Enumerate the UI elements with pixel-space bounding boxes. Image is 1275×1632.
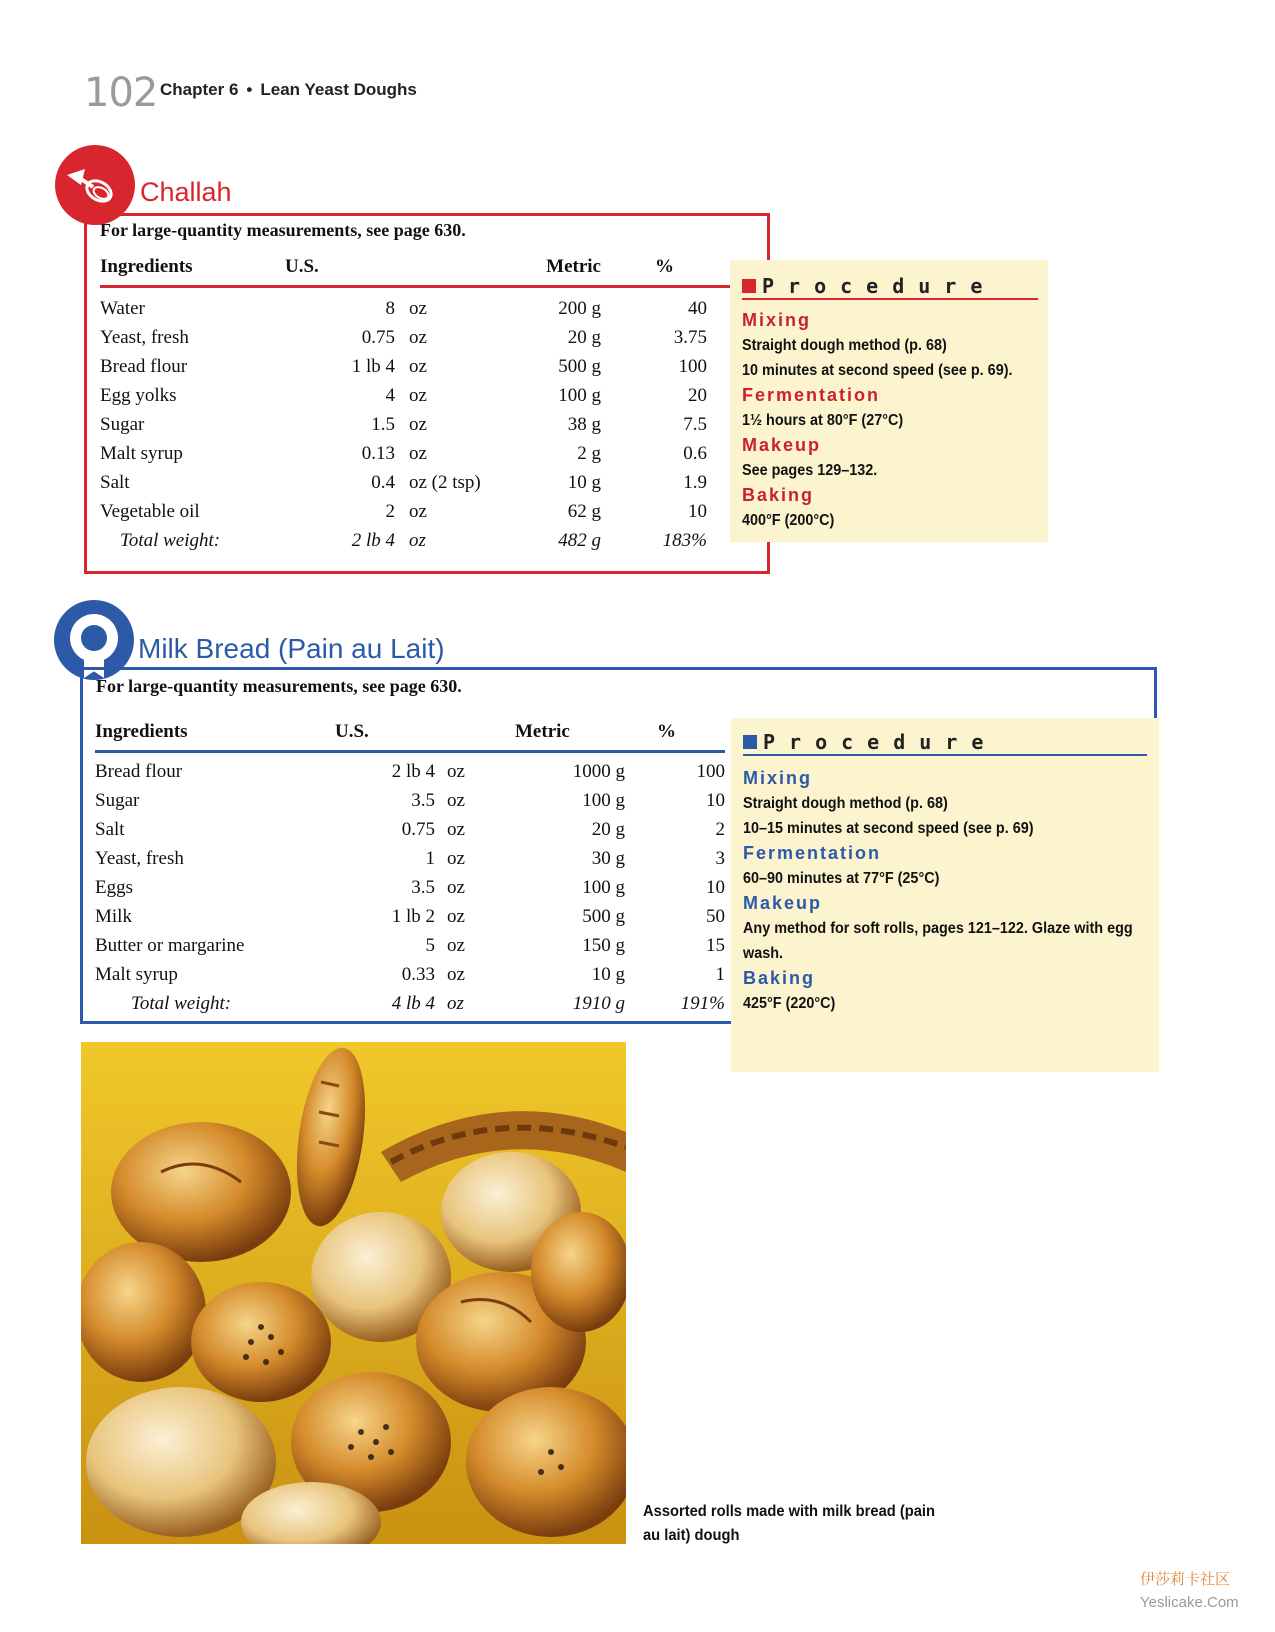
us-unit: oz <box>447 818 465 840</box>
chapter-label: Chapter 6 <box>160 80 239 99</box>
step-text: Any method for soft rolls, pages 121–122. Glaze with egg wash. <box>743 920 1133 962</box>
bullet-separator: • <box>246 80 253 99</box>
us-quantity: 0.75 <box>401 818 435 840</box>
us-quantity: 0.4 <box>371 472 395 493</box>
step-fermentation-label: Fermentation <box>742 385 881 405</box>
total-us-unit: oz <box>447 992 464 1014</box>
us-unit: oz <box>409 414 427 435</box>
table-row <box>100 295 737 324</box>
step-makeup-label: Makeup <box>743 893 823 913</box>
procedure-body <box>742 308 1038 533</box>
baker-percent: 3 <box>715 847 725 869</box>
procedure-heading: Procedure <box>743 730 1147 756</box>
metric-quantity: 1000 g <box>572 760 625 782</box>
table-row <box>100 353 737 382</box>
milk-bread-title: Milk Bread (Pain au Lait) <box>138 633 445 664</box>
column-header-ingredients: Ingredients <box>95 721 188 742</box>
us-unit: oz <box>447 760 465 782</box>
baker-percent: 20 <box>688 385 707 406</box>
table-row <box>100 324 737 353</box>
table-row <box>95 757 725 786</box>
baker-percent: 10 <box>706 876 725 898</box>
us-unit: oz <box>409 385 427 406</box>
step-text: 60–90 minutes at 77°F (25°C) <box>743 870 940 887</box>
baker-percent: 1 <box>715 963 725 985</box>
column-header-percent: % <box>655 256 674 277</box>
photo-caption: Assorted rolls made with milk bread (pain au lait) dough <box>643 1503 936 1544</box>
metric-quantity: 30 g <box>591 847 625 869</box>
total-us-quantity: 4 lb 4 <box>391 992 435 1014</box>
procedure-body <box>743 766 1149 1016</box>
total-percent: 191% <box>680 992 725 1014</box>
milk-bread-box-top-rule <box>80 667 1157 670</box>
column-header-percent: % <box>657 721 676 742</box>
table-row <box>100 498 737 527</box>
challah-title: Challah <box>140 177 232 207</box>
step-text: 10–15 minutes at second speed (see p. 69) <box>743 820 1034 837</box>
total-row <box>95 989 725 1018</box>
metric-quantity: 500 g <box>558 356 601 377</box>
milk-bread-procedure-panel <box>731 718 1159 1072</box>
us-quantity: 3.5 <box>411 789 435 811</box>
us-quantity: 0.13 <box>361 443 395 464</box>
us-unit: oz <box>409 356 427 377</box>
square-icon <box>742 279 756 293</box>
table-row <box>95 873 725 902</box>
ingredient-name: Yeast, fresh <box>100 327 189 348</box>
baker-percent: 100 <box>678 356 707 377</box>
baker-percent: 7.5 <box>683 414 707 435</box>
metric-quantity: 100 g <box>558 385 601 406</box>
ingredient-name: Egg yolks <box>100 385 177 406</box>
table-row <box>100 411 737 440</box>
ingredient-name: Bread flour <box>95 760 183 782</box>
table-row <box>95 815 725 844</box>
ingredient-name: Salt <box>95 818 125 840</box>
baker-percent: 0.6 <box>683 443 707 464</box>
baker-percent: 100 <box>696 760 725 782</box>
column-header-us: U.S. <box>335 721 369 742</box>
total-percent: 183% <box>662 530 707 551</box>
column-header-metric: Metric <box>515 721 570 742</box>
milk-bread-ingredients-table <box>95 714 725 1018</box>
challah-quantity-note: For large-quantity measurements, see page 630. <box>100 220 466 240</box>
us-unit: oz <box>409 327 427 348</box>
step-fermentation-label: Fermentation <box>743 843 882 863</box>
baker-percent: 2 <box>715 818 725 840</box>
us-quantity: 2 <box>385 501 395 522</box>
total-us-quantity: 2 lb 4 <box>351 530 395 551</box>
ingredient-name: Malt syrup <box>95 963 178 985</box>
us-quantity: 1 lb 4 <box>351 356 395 377</box>
metric-quantity: 100 g <box>582 789 625 811</box>
metric-quantity: 62 g <box>567 501 601 522</box>
us-quantity: 8 <box>385 298 395 319</box>
step-mixing-label: Mixing <box>742 310 811 330</box>
column-header-metric: Metric <box>546 256 601 277</box>
chapter-title: Lean Yeast Doughs <box>260 80 417 99</box>
table-row <box>95 902 725 931</box>
ingredient-name: Milk <box>95 905 132 927</box>
ingredient-name: Butter or margarine <box>95 934 245 956</box>
challah-procedure-panel <box>730 260 1048 542</box>
table-header-row <box>95 714 725 752</box>
table-row <box>100 469 737 498</box>
us-quantity: 1.5 <box>371 414 395 435</box>
watermark-site: Yeslicake.Com <box>1140 1594 1239 1611</box>
metric-quantity: 38 g <box>567 414 601 435</box>
table-row <box>95 844 725 873</box>
column-header-ingredients: Ingredients <box>100 256 193 277</box>
milk-bread-box-bottom-rule <box>80 1021 732 1024</box>
milk-bread-box-left-rule <box>80 667 83 1023</box>
metric-quantity: 150 g <box>582 934 625 956</box>
total-us-unit: oz <box>409 530 426 551</box>
running-head <box>160 80 417 100</box>
us-quantity: 1 <box>425 847 435 869</box>
metric-quantity: 20 g <box>567 327 601 348</box>
step-baking-label: Baking <box>742 485 815 505</box>
total-label: Total weight: <box>131 992 232 1014</box>
ingredient-name: Salt <box>100 472 130 493</box>
baker-percent: 50 <box>706 905 725 927</box>
ingredient-name: Sugar <box>100 414 145 435</box>
ingredient-name: Yeast, fresh <box>95 847 184 869</box>
us-unit: oz <box>409 298 427 319</box>
metric-quantity: 20 g <box>591 818 625 840</box>
us-quantity: 1 lb 2 <box>391 905 435 927</box>
total-metric: 1910 g <box>572 992 625 1014</box>
ingredient-name: Sugar <box>95 789 140 811</box>
step-text: 400°F (200°C) <box>742 512 835 529</box>
us-unit: oz <box>447 963 465 985</box>
ingredient-name: Malt syrup <box>100 443 183 464</box>
square-icon <box>743 735 757 749</box>
us-quantity: 3.5 <box>411 876 435 898</box>
step-text: 425°F (220°C) <box>743 995 836 1012</box>
us-unit: oz <box>447 847 465 869</box>
us-unit: oz <box>447 934 465 956</box>
baker-percent: 1.9 <box>683 472 707 493</box>
us-quantity: 4 <box>385 385 395 406</box>
us-unit: oz <box>447 876 465 898</box>
us-quantity: 5 <box>425 934 435 956</box>
ingredient-name: Vegetable oil <box>100 501 200 522</box>
challah-ingredients-table <box>100 249 737 556</box>
metric-quantity: 200 g <box>558 298 601 319</box>
table-row <box>95 960 725 989</box>
step-text: See pages 129–132. <box>742 462 878 479</box>
metric-quantity: 10 g <box>567 472 601 493</box>
baker-percent: 15 <box>706 934 725 956</box>
table-header-row <box>100 249 737 287</box>
us-quantity: 0.33 <box>401 963 435 985</box>
page-number: 102 <box>84 70 158 116</box>
us-unit: oz (2 tsp) <box>409 472 481 493</box>
baker-percent: 10 <box>706 789 725 811</box>
us-unit: oz <box>409 443 427 464</box>
total-label: Total weight: <box>120 530 221 551</box>
table-row <box>95 786 725 815</box>
metric-quantity: 500 g <box>582 905 625 927</box>
metric-quantity: 2 g <box>577 443 601 464</box>
table-row <box>100 440 737 469</box>
total-row <box>100 527 737 556</box>
step-baking-label: Baking <box>743 968 816 988</box>
us-quantity: 2 lb 4 <box>391 760 435 782</box>
metric-quantity: 100 g <box>582 876 625 898</box>
ingredient-name: Eggs <box>95 876 133 898</box>
table-row <box>100 382 737 411</box>
step-text: 10 minutes at second speed (see p. 69). <box>742 362 1013 379</box>
step-mixing-label: Mixing <box>743 768 812 788</box>
us-unit: oz <box>409 501 427 522</box>
milk-bread-quantity-note: For large-quantity measurements, see page 630. <box>96 676 462 696</box>
step-makeup-label: Makeup <box>742 435 822 455</box>
us-unit: oz <box>447 905 465 927</box>
step-text: 1½ hours at 80°F (27°C) <box>742 412 904 429</box>
bread-rolls-photo <box>81 1042 626 1544</box>
baker-percent: 10 <box>688 501 707 522</box>
us-quantity: 0.75 <box>361 327 395 348</box>
milk-bread-box-right-rule <box>1154 667 1157 719</box>
baker-percent: 3.75 <box>673 327 707 348</box>
procedure-heading: Procedure <box>742 274 1038 300</box>
baker-percent: 40 <box>688 298 707 319</box>
column-header-us: U.S. <box>285 256 319 277</box>
total-metric: 482 g <box>558 530 601 551</box>
table-row <box>95 931 725 960</box>
step-text: Straight dough method (p. 68) <box>742 337 947 354</box>
step-text: Straight dough method (p. 68) <box>743 795 948 812</box>
metric-quantity: 10 g <box>591 963 625 985</box>
watermark-chinese: 伊莎莉卡社区 <box>1140 1570 1231 1588</box>
ingredient-name: Bread flour <box>100 356 188 377</box>
ingredient-name: Water <box>100 298 145 319</box>
us-unit: oz <box>447 789 465 811</box>
